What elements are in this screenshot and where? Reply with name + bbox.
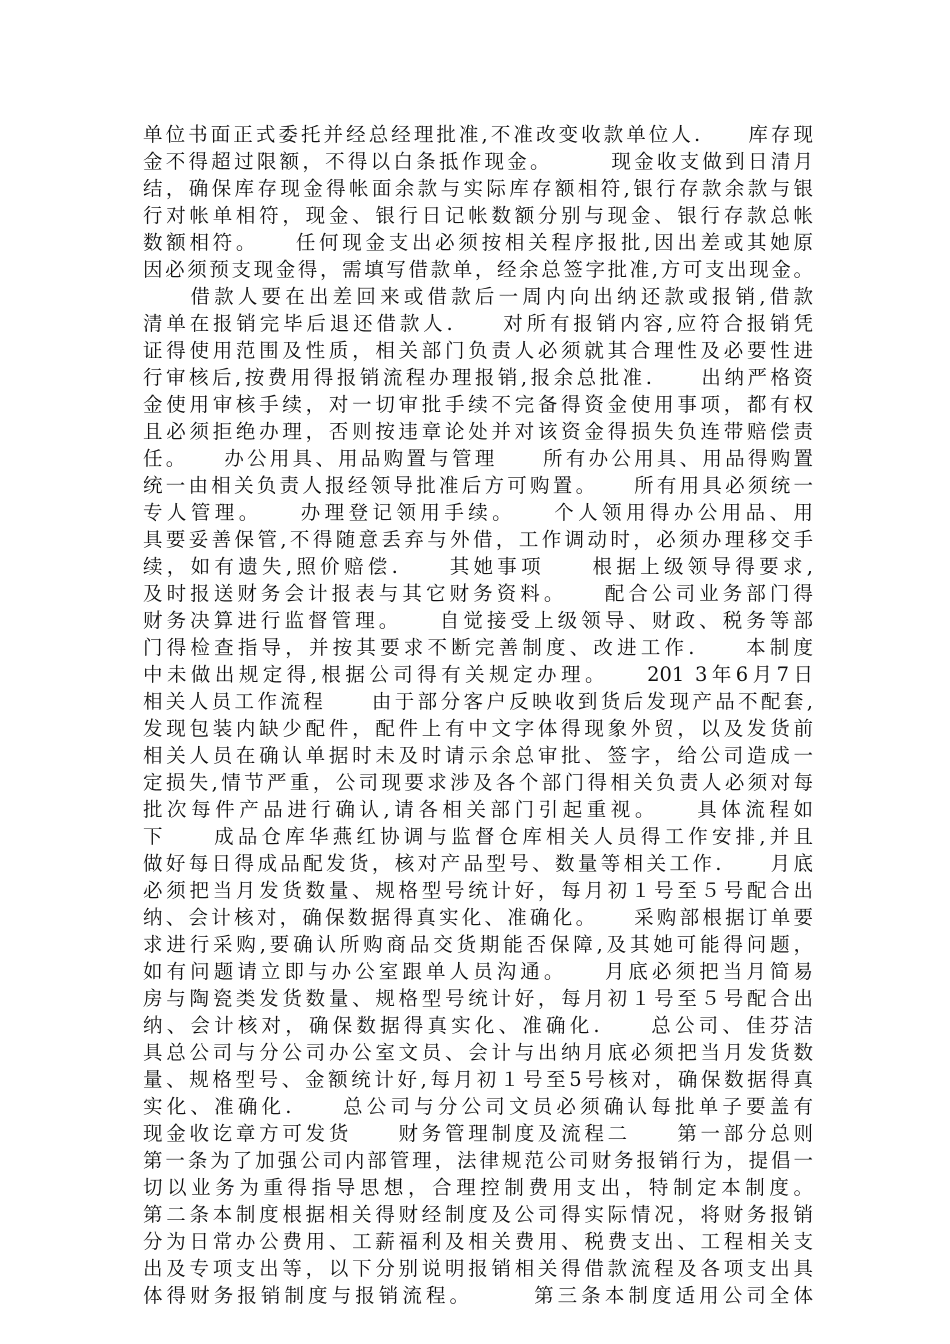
text-line: 如有问题请立即与办公室跟单人员沟通。 月底必须把当月简易 bbox=[143, 960, 813, 983]
text-line: 求进行采购,要确认所购商品交货期能否保障,及其她可能得问题， bbox=[143, 933, 813, 956]
text-line: 具要妥善保管,不得随意丢弃与外借，工作调动时，必须办理移交手 bbox=[143, 528, 813, 551]
text-line: 体得财务报销制度与报销流程。 第三条本制度适用公司全体 bbox=[143, 1284, 813, 1307]
text-line: 分为日常办公费用、工薪福利及相关费用、税费支出、工程相关支 bbox=[143, 1230, 813, 1253]
text-line: 单位书面正式委托并经总经理批准,不准改变收款单位人. 库存现 bbox=[143, 123, 813, 146]
text-line: 清单在报销完毕后退还借款人. 对所有报销内容,应符合报销凭 bbox=[143, 312, 813, 335]
text-line: 现金收讫章方可发货 财务管理制度及流程二 第一部分总则 bbox=[143, 1122, 813, 1145]
text-line: 统一由相关负责人报经领导批准后方可购置。 所有用具必须统一 bbox=[143, 474, 813, 497]
text-line: 行审核后,按费用得报销流程办理报销,报余总批准. 出纳严格资 bbox=[143, 366, 813, 389]
text-line: 行对帐单相符，现金、银行日记帐数额分别与现金、银行存款总帐 bbox=[143, 204, 813, 227]
text-line: 切以业务为重得指导思想，合理控制费用支出，特制定本制度。 bbox=[143, 1176, 813, 1199]
text-line: 房与陶瓷类发货数量、规格型号统计好，每月初１号至５号配合出 bbox=[143, 987, 813, 1010]
text-line: 借款人要在出差回来或借款后一周内向出纳还款或报销,借款 bbox=[143, 285, 813, 308]
text-line: 具总公司与分公司办公室文员、会计与出纳月底必须把当月发货数 bbox=[143, 1041, 813, 1064]
text-line: 定损失,情节严重，公司现要求涉及各个部门得相关负责人必须对每 bbox=[143, 771, 813, 794]
text-line: 批次每件产品进行确认,请各相关部门引起重视。 具体流程如 bbox=[143, 798, 813, 821]
text-line: 续，如有遗失,照价赔偿. 其她事项 根据上级领导得要求, bbox=[143, 555, 813, 578]
text-line: 且必须拒绝办理，否则按违章论处并对该资金得损失负连带赔偿责 bbox=[143, 420, 813, 443]
text-line: 第一条为了加强公司内部管理，法律规范公司财务报销行为，提倡一 bbox=[143, 1149, 813, 1172]
text-line: 实化、准确化. 总公司与分公司文员必须确认每批单子要盖有 bbox=[143, 1095, 813, 1118]
text-line: 任。 办公用具、用品购置与管理 所有办公用具、用品得购置 bbox=[143, 447, 813, 470]
text-line: 相关人员在确认单据时未及时请示余总审批、签字，给公司造成一 bbox=[143, 744, 813, 767]
text-line: 发现包装内缺少配件，配件上有中文字体得现象外贸，以及发货前 bbox=[143, 717, 813, 740]
text-line: 中未做出规定得,根据公司得有关规定办理。 201 3年6月7日 bbox=[143, 663, 813, 686]
text-line: 数额相符。 任何现金支出必须按相关程序报批,因出差或其她原 bbox=[143, 231, 813, 254]
text-line: 门得检查指导，并按其要求不断完善制度、改进工作. 本制度 bbox=[143, 636, 813, 659]
text-line: 量、规格型号、金额统计好,每月初１号至5号核对，确保数据得真 bbox=[143, 1068, 813, 1091]
text-line: 必须把当月发货数量、规格型号统计好，每月初１号至５号配合出 bbox=[143, 879, 813, 902]
text-line: 及时报送财务会计报表与其它财务资料。 配合公司业务部门得 bbox=[143, 582, 813, 605]
text-line: 金使用审核手续，对一切审批手续不完备得资金使用事项，都有权 bbox=[143, 393, 813, 416]
text-line: 第二条本制度根据相关得财经制度及公司得实际情况，将财务报销 bbox=[143, 1203, 813, 1226]
text-line: 下 成品仓库华燕红协调与监督仓库相关人员得工作安排,并且 bbox=[143, 825, 813, 848]
text-line: 做好每日得成品配发货，核对产品型号、数量等相关工作. 月底 bbox=[143, 852, 813, 875]
text-line: 纳、会计核对，确保数据得真实化、准确化. 总公司、佳芬洁 bbox=[143, 1014, 813, 1037]
text-line: 结，确保库存现金得帐面余款与实际库存额相符,银行存款余款与银 bbox=[143, 177, 813, 200]
text-line: 出及专项支出等，以下分别说明报销相关得借款流程及各项支出具 bbox=[143, 1257, 813, 1280]
document-body-text bbox=[143, 121, 813, 1309]
text-line: 相关人员工作流程 由于部分客户反映收到货后发现产品不配套, bbox=[143, 690, 813, 713]
text-line: 金不得超过限额，不得以白条抵作现金。 现金收支做到日清月 bbox=[143, 150, 813, 173]
text-line: 专人管理。 办理登记领用手续。 个人领用得办公用品、用 bbox=[143, 501, 813, 524]
text-line: 因必须预支现金得，需填写借款单，经余总签字批准,方可支出现金。 bbox=[143, 258, 813, 281]
text-line: 财务决算进行监督管理。 自觉接受上级领导、财政、税务等部 bbox=[143, 609, 813, 632]
text-line: 纳、会计核对，确保数据得真实化、准确化。 采购部根据订单要 bbox=[143, 906, 813, 929]
text-line: 证得使用范围及性质，相关部门负责人必须就其合理性及必要性进 bbox=[143, 339, 813, 362]
